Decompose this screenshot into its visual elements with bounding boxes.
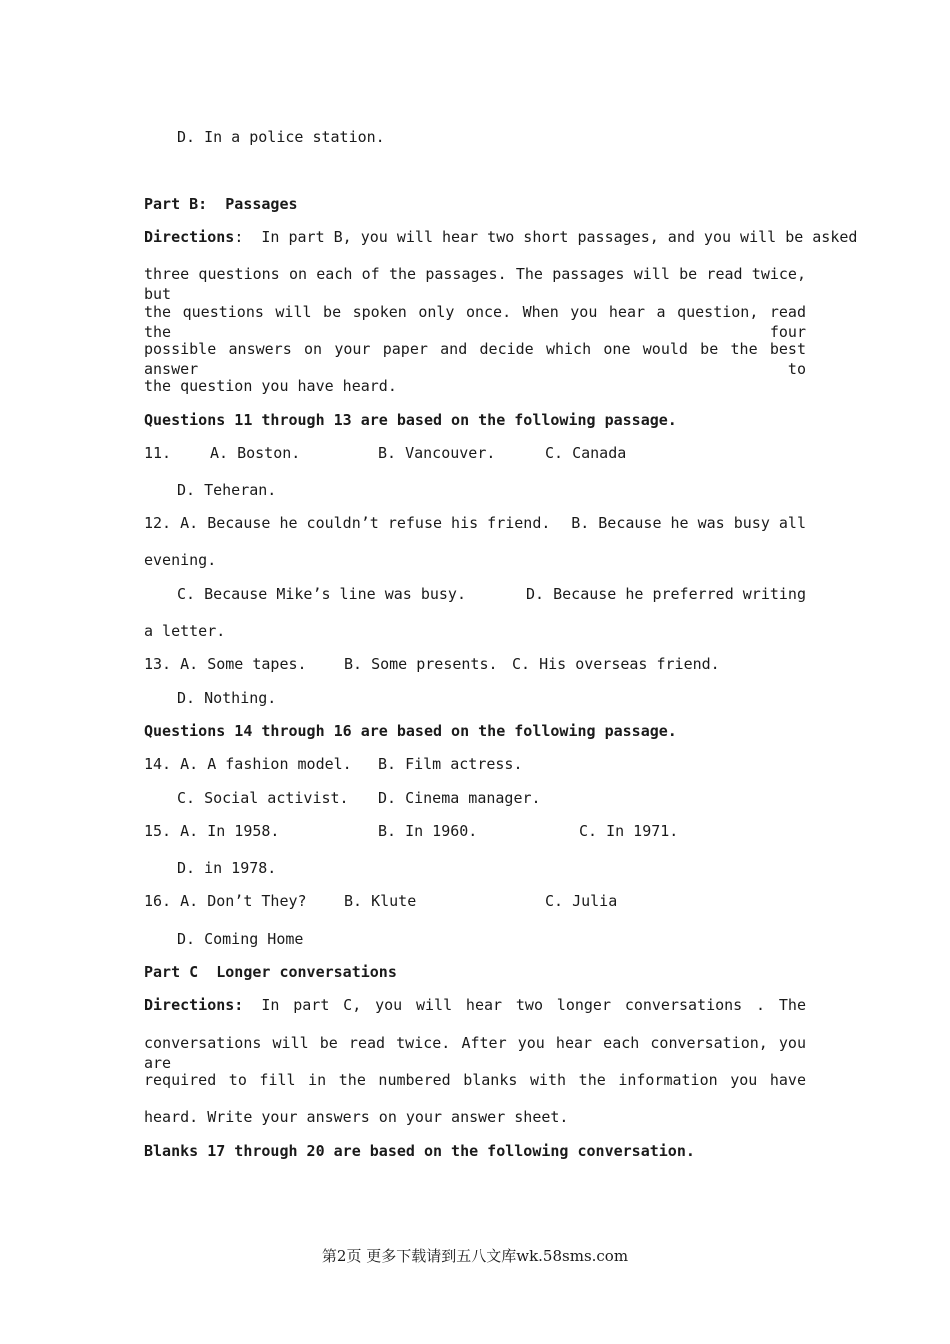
part-b-directions-line-4: possible answers on your paper and decide which one would be the best answer to <box>144 340 806 378</box>
q14-option-d: D. Cinema manager. <box>378 789 541 807</box>
page-footer: 第2页 更多下载请到五八文库wk.58sms.com <box>321 1247 629 1265</box>
q15-option-d: D. in 1978. <box>177 859 277 877</box>
part-b-directions-line-3: the questions will be spoken only once. When you hear a question, read the four <box>144 303 806 341</box>
q14-option-c: C. Social activist. <box>177 789 349 807</box>
questions-11-13-heading: Questions 11 through 13 are based on the following passage. <box>144 411 677 429</box>
part-b-directions-line-2: three questions on each of the passages. The passages will be read twice, but <box>144 265 806 303</box>
blanks-17-20-heading: Blanks 17 through 20 are based on the following conversation. <box>144 1142 695 1160</box>
q15-option-b: B. In 1960. <box>378 822 478 840</box>
q16-option-c: C. Julia <box>545 892 618 910</box>
q12-option-c: C. Because Mike’s line was busy. <box>177 585 466 603</box>
q14-option-b: B. Film actress. <box>378 755 523 773</box>
part-c-directions-line-3: required to fill in the numbered blanks with the information you have <box>144 1071 806 1089</box>
q15-option-a: 15. A. In 1958. <box>144 822 280 840</box>
part-c-directions-label: Directions: <box>144 996 244 1014</box>
q12-row-1 <box>144 513 806 573</box>
q12-option-d-continued: a letter. <box>144 622 226 640</box>
part-c-directions-line-4: heard. Write your answers on your answer sheet. <box>144 1108 569 1126</box>
part-b-directions-label: Directions <box>144 228 235 246</box>
questions-14-16-heading: Questions 14 through 16 are based on the following passage. <box>144 722 677 740</box>
q11-number: 11. <box>144 444 172 462</box>
q12-row-2 <box>177 584 806 644</box>
q11-option-a: A. Boston. <box>210 444 301 462</box>
q12-option-d: D. Because he preferred writing <box>526 585 806 603</box>
q10-option-d: D. In a police station. <box>177 128 385 146</box>
q15-option-c: C. In 1971. <box>579 822 679 840</box>
q12-option-b: B. Because he was busy all <box>571 514 806 532</box>
q12-option-a: 12. A. Because he couldn’t refuse his friend. <box>144 514 551 532</box>
q11-option-d: D. Teheran. <box>177 481 277 499</box>
q13-option-c: C. His overseas friend. <box>512 655 720 673</box>
part-c-title: Part C Longer conversations <box>144 963 397 981</box>
q13-option-b: B. Some presents. <box>344 655 498 673</box>
q13-option-d: D. Nothing. <box>177 689 277 707</box>
part-c-directions-text-1: In part C, you will hear two longer conversations . The <box>261 996 806 1014</box>
part-c-directions-line-1 <box>144 995 806 1015</box>
q16-option-b: B. Klute <box>344 892 417 910</box>
part-b-directions-line-5: the question you have heard. <box>144 377 397 395</box>
q11-option-c: C. Canada <box>545 444 627 462</box>
part-b-title: Part B: Passages <box>144 195 298 213</box>
q12-option-b-continued: evening. <box>144 551 217 569</box>
q14-option-a: 14. A. A fashion model. <box>144 755 352 773</box>
part-b-directions-text-1: : In part B, you will hear two short passages, and you will be asked <box>234 228 858 246</box>
q16-option-a: 16. A. Don’t They? <box>144 892 307 910</box>
q11-option-b: B. Vancouver. <box>378 444 496 462</box>
q16-option-d: D. Coming Home <box>177 930 304 948</box>
q13-option-a: 13. A. Some tapes. <box>144 655 307 673</box>
part-c-directions-line-2: conversations will be read twice. After you hear each conversation, you are <box>144 1034 806 1072</box>
part-b-directions-line-1 <box>144 227 857 247</box>
